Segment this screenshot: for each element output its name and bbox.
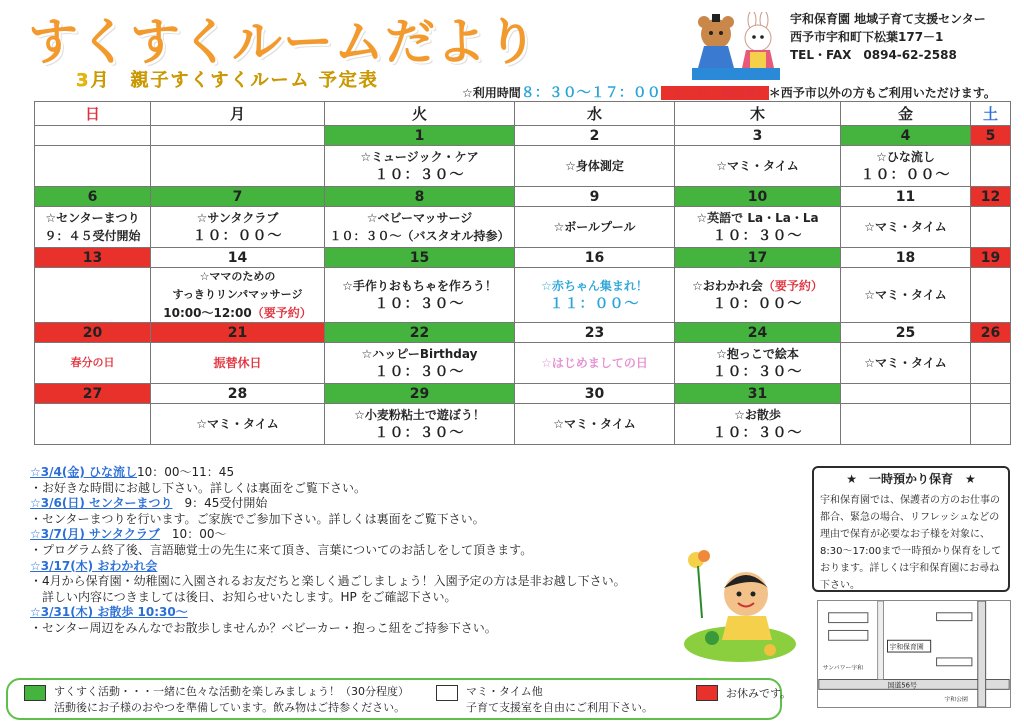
event-text: ☆ハッピーBirthday — [361, 347, 478, 361]
event-text: ☆マミ・タイム — [864, 220, 947, 234]
child-picnic-illustration — [676, 548, 796, 666]
event-line — [841, 166, 970, 184]
date-number: 8 — [325, 187, 515, 207]
event-text: ☆マミ・タイム — [553, 417, 636, 431]
note-line: ・お好きな時間にお越し下さい。詳しくは裏面をご覧下さい。 — [30, 480, 367, 495]
event-text: ☆マミ・タイム — [864, 288, 947, 302]
event-text: ☆お散歩 — [734, 408, 781, 422]
date-number: 15 — [325, 248, 515, 268]
event-line — [151, 227, 324, 245]
weekday-header-row — [35, 102, 1011, 126]
date-number: 27 — [35, 384, 151, 404]
event-line — [325, 295, 514, 313]
note-line: 詳しい内容につきましては後日、お知らせいたします。HP をご確認下さい。 — [30, 589, 457, 604]
day-cell — [675, 343, 841, 384]
day-cell — [515, 404, 675, 445]
event-text: ☆サンタクラブ — [196, 211, 279, 225]
day-cell — [35, 343, 151, 384]
date-number: 11 — [841, 187, 971, 207]
event-text: １０：３０～（バスタオル持参） — [329, 229, 510, 243]
note-time: 10：00～11：45 — [137, 465, 235, 479]
event-text: 振替休日 — [213, 356, 262, 370]
legend-red-swatch — [696, 685, 718, 701]
day-cell — [515, 207, 675, 248]
day-cell — [151, 343, 325, 384]
event-line — [841, 148, 970, 166]
event-text: ☆マミ・タイム — [864, 356, 947, 370]
day-cell — [151, 207, 325, 248]
event-text: １０：３０～ — [374, 167, 465, 183]
date-number: 10 — [675, 187, 841, 207]
event-line — [151, 354, 324, 372]
event-line — [515, 295, 674, 313]
weekday-wed: 水 — [515, 102, 675, 126]
event-line — [325, 148, 514, 166]
day-cell — [841, 207, 971, 248]
event-text: １０：３０～ — [712, 364, 803, 380]
event-line — [515, 415, 674, 433]
event-line — [325, 424, 514, 442]
event-text: ☆はじめましての日 — [541, 356, 648, 370]
event-text: ☆ママのための — [199, 270, 276, 283]
date-number: 19 — [971, 248, 1011, 268]
event-text: １０：３０～ — [712, 425, 803, 441]
event-line — [675, 363, 840, 381]
event-line — [675, 209, 840, 227]
day-cell — [841, 268, 971, 323]
weekday-mon: 月 — [151, 102, 325, 126]
weekday-thu: 木 — [675, 102, 841, 126]
event-line — [35, 227, 150, 245]
day-cell — [35, 268, 151, 323]
legend-green-text-2: 活動後にお子様のおやつを準備しています。飲み物はご持参ください。 — [54, 701, 406, 714]
day-cell — [325, 207, 515, 248]
date-number: 28 — [151, 384, 325, 404]
event-text: 10:00～12:00 — [163, 306, 252, 320]
event-text: ☆小麦粉粘土で遊ぼう！ — [354, 408, 485, 422]
note-line: ・4月から保育園・幼稚園に入園されるお友だちと楽しく過ごしましょう！入園予定の方は是非お越し下さい。 — [30, 574, 626, 589]
color-legend — [6, 678, 792, 720]
event-line — [325, 406, 514, 424]
note-heading — [30, 527, 626, 543]
event-line — [675, 406, 840, 424]
event-row — [35, 268, 1011, 323]
note-line: ・プログラム終了後、言語聴覚士の先生に来て頂き、言葉についてのお話しをして頂きます。 — [30, 542, 533, 557]
org-name: 宇和保育園 地域子育て支援センター — [790, 12, 986, 26]
usage-closed: （土・日・祝日休） — [660, 86, 769, 100]
weekday-tue: 火 — [325, 102, 515, 126]
date-number: 3 — [675, 126, 841, 146]
day-cell — [151, 146, 325, 187]
date-number: 12 — [971, 187, 1011, 207]
date-number: 20 — [35, 323, 151, 343]
date-number: 6 — [35, 187, 151, 207]
note-time: 10：00～ — [159, 527, 227, 542]
event-line — [35, 354, 150, 372]
event-text: ☆ボールプール — [553, 220, 636, 234]
day-cell — [675, 146, 841, 187]
temporary-childcare-box — [812, 466, 1010, 592]
org-address: 西予市宇和町下松葉177－1 — [790, 30, 944, 44]
event-line — [151, 268, 324, 286]
event-text: ☆身体測定 — [565, 159, 624, 173]
event-row — [35, 343, 1011, 384]
event-line — [841, 286, 970, 304]
event-text: １０：００～ — [712, 296, 803, 312]
date-number: 30 — [515, 384, 675, 404]
event-text: ☆赤ちゃん集まれ！ — [541, 279, 648, 293]
date-number: 26 — [971, 323, 1011, 343]
event-line — [325, 209, 514, 227]
event-line — [675, 157, 840, 175]
note-heading — [30, 465, 626, 481]
schedule-subtitle: 3月 親子すくすくルーム 予定表 — [76, 70, 379, 91]
date-number: 29 — [325, 384, 515, 404]
org-phone: TEL・FAX 0894-62-2588 — [790, 48, 957, 62]
day-cell — [515, 343, 675, 384]
weekday-fri: 金 — [841, 102, 971, 126]
event-line — [841, 354, 970, 372]
event-text: ☆英語で La・La・La — [696, 211, 819, 225]
note-time: 9：45受付開始 — [172, 496, 268, 511]
date-number-row — [35, 187, 1011, 207]
date-number-row — [35, 126, 1011, 146]
day-cell — [675, 207, 841, 248]
event-line — [325, 363, 514, 381]
legend-white-text-2: 子育て支援室を自由にご利用下さい。 — [466, 701, 653, 714]
date-number-row — [35, 384, 1011, 404]
date-number: 14 — [151, 248, 325, 268]
event-text: ☆マミ・タイム — [196, 417, 279, 431]
event-notes — [30, 465, 626, 637]
day-cell — [675, 268, 841, 323]
event-line — [325, 345, 514, 363]
usage-prefix: ☆利用時間 — [462, 86, 521, 100]
note-title: ☆3/31(木) お散歩 10:30～ — [30, 605, 188, 620]
day-cell — [35, 146, 151, 187]
date-number — [35, 126, 151, 146]
legend-green-swatch — [24, 685, 46, 701]
event-text: ☆ひな流し — [876, 150, 935, 164]
day-cell — [971, 268, 1011, 323]
hina-dolls-illustration — [690, 12, 782, 82]
date-number: 22 — [325, 323, 515, 343]
event-text: １０：３０～ — [374, 425, 465, 441]
date-number: 24 — [675, 323, 841, 343]
event-text: １０：００～ — [860, 167, 951, 183]
day-cell — [841, 404, 971, 445]
note-line: ・センターまつりを行います。ご家族でご参加下さい。詳しくは裏面をご覧下さい。 — [30, 511, 485, 526]
organization-info — [790, 10, 986, 64]
legend-white-swatch — [436, 685, 458, 701]
event-text: ☆ミュージック・ケア — [360, 150, 479, 164]
date-number — [971, 384, 1011, 404]
temporary-childcare-text: 宇和保育園では、保護者の方のお仕事の都合、緊急の場合、リフレッシュなどの理由で保育が必要なお子様を対象に、8:30～17:00まで一時預かり保育をしております。詳しくは宇和保育園にお尋ね下さい。 — [820, 495, 1002, 591]
event-row — [35, 146, 1011, 187]
date-number: 9 — [515, 187, 675, 207]
date-number-row — [35, 248, 1011, 268]
event-line — [675, 295, 840, 313]
event-text: ９：４５受付開始 — [44, 229, 141, 243]
event-text: ☆マミ・タイム — [716, 159, 799, 173]
day-cell — [675, 404, 841, 445]
date-number — [841, 384, 971, 404]
event-line — [151, 209, 324, 227]
event-line — [515, 277, 674, 295]
map-label-nursery: 宇和保育園 — [889, 643, 924, 652]
day-cell — [151, 404, 325, 445]
map-label-sunpower: サンパワー宇和 — [822, 665, 864, 672]
date-number: 5 — [971, 126, 1011, 146]
date-number: 31 — [675, 384, 841, 404]
note-line: ・センター周辺をみんなでお散歩しませんか？ベビーカー・抱っこ紐をご持参下さい。 — [30, 620, 497, 635]
date-number: 25 — [841, 323, 971, 343]
event-line — [675, 345, 840, 363]
event-line — [675, 277, 840, 295]
event-line — [515, 157, 674, 175]
event-line — [515, 218, 674, 236]
day-cell — [515, 268, 675, 323]
day-cell — [971, 207, 1011, 248]
event-line — [841, 218, 970, 236]
date-number: 1 — [325, 126, 515, 146]
event-text: ☆抱っこで絵本 — [716, 347, 799, 361]
usage-note: ＊西予市以外の方もご利用いただけます。 — [768, 86, 996, 100]
day-cell — [325, 268, 515, 323]
day-cell — [325, 343, 515, 384]
event-line — [325, 227, 514, 245]
day-cell — [325, 404, 515, 445]
date-number: 16 — [515, 248, 675, 268]
event-line — [151, 286, 324, 304]
event-text: ☆おわかれ会 — [692, 279, 763, 293]
weekday-sat: 土 — [971, 102, 1011, 126]
date-number: 23 — [515, 323, 675, 343]
legend-white-text-1: マミ・タイム他 — [466, 685, 543, 698]
date-number — [151, 126, 325, 146]
weekday-sun: 日 — [35, 102, 151, 126]
date-number-row — [35, 323, 1011, 343]
event-line — [325, 277, 514, 295]
day-cell — [35, 404, 151, 445]
map-label-park: 宇和公園 — [944, 697, 968, 704]
date-number: 2 — [515, 126, 675, 146]
legend-green-text-1: すくすく活動・・・一緒に色々な活動を楽しみましょう！（30分程度） — [54, 685, 409, 698]
event-row — [35, 207, 1011, 248]
date-number: 18 — [841, 248, 971, 268]
note-title: ☆3/6(日) センターまつり — [30, 496, 173, 511]
day-cell — [971, 404, 1011, 445]
calendar-body — [35, 102, 1011, 445]
date-number: 13 — [35, 248, 151, 268]
day-cell — [35, 207, 151, 248]
note-heading — [30, 496, 626, 512]
event-row — [35, 404, 1011, 445]
event-line — [35, 209, 150, 227]
day-cell — [325, 146, 515, 187]
usage-time: ８：３０～１７：００ — [520, 85, 661, 101]
note-heading — [30, 559, 626, 575]
schedule-calendar — [34, 101, 1011, 445]
event-line — [151, 304, 324, 322]
event-text: １０：３０～ — [712, 228, 803, 244]
day-cell — [841, 146, 971, 187]
event-text: １０：３０～ — [374, 296, 465, 312]
day-cell — [971, 343, 1011, 384]
date-number: 17 — [675, 248, 841, 268]
note-title: ☆3/17(木) おわかれ会 — [30, 558, 158, 573]
event-text: ☆センターまつり — [45, 211, 140, 225]
day-cell — [841, 343, 971, 384]
event-line — [675, 227, 840, 245]
event-line — [675, 424, 840, 442]
event-line — [515, 354, 674, 372]
date-number: 21 — [151, 323, 325, 343]
page-title: すくすくルームだより — [28, 13, 538, 71]
reservation-required: （要予約） — [251, 306, 312, 320]
event-text: ☆ベビーマッサージ — [366, 211, 473, 225]
day-cell — [515, 146, 675, 187]
note-title: ☆3/7(月) サンタクラブ — [30, 527, 160, 542]
note-title: ☆3/4(金) ひな流し — [30, 465, 137, 479]
day-cell — [151, 268, 325, 323]
date-number: 7 — [151, 187, 325, 207]
reservation-required: （要予約） — [762, 279, 823, 293]
map-label-route56: 国道56号 — [887, 681, 917, 690]
usage-hours — [462, 82, 996, 102]
event-text: 春分の日 — [70, 356, 115, 369]
event-text: １１：００～ — [549, 296, 640, 312]
event-text: １０：３０～ — [374, 364, 465, 380]
note-heading — [30, 605, 626, 621]
event-text: １０：００～ — [192, 228, 283, 244]
date-number: 4 — [841, 126, 971, 146]
event-line — [151, 415, 324, 433]
legend-red-text: お休みです。 — [726, 687, 792, 700]
access-map — [817, 600, 1011, 708]
event-line — [325, 166, 514, 184]
temporary-childcare-title: ★ 一時預かり保育 ★ — [846, 472, 976, 486]
day-cell — [971, 146, 1011, 187]
event-text: すっきりリンパマッサージ — [172, 288, 303, 301]
event-text: ☆手作りおもちゃを作ろう！ — [342, 279, 497, 293]
